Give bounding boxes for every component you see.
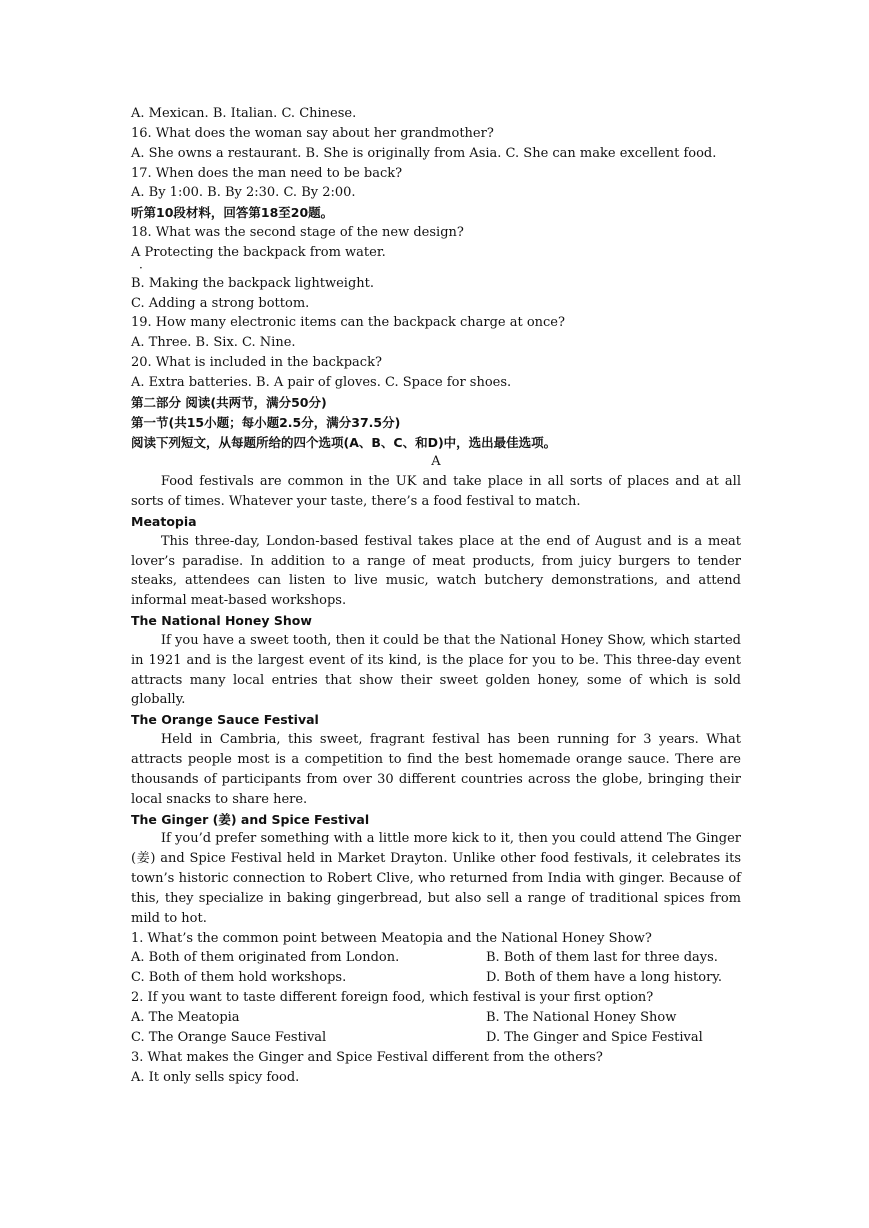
q18-question: 18. What was the second stage of the new design? bbox=[131, 225, 464, 241]
q2-options-row2 bbox=[131, 1028, 741, 1048]
orange-sauce-title: The Orange Sauce Festival bbox=[131, 712, 319, 728]
q2-question: 2. If you want to taste different foreign food, which festival is your first option? bbox=[131, 990, 654, 1006]
q1-option-b: B. Both of them last for three days. bbox=[486, 950, 718, 966]
section1-heading: 第一节(共15小题；每小题2.5分，满分37.5分) bbox=[131, 414, 401, 430]
q18-option-c: C. Adding a strong bottom. bbox=[131, 295, 310, 311]
meatopia-title: Meatopia bbox=[131, 513, 197, 529]
ginger-spice-paragraph: If you’d prefer something with a little more kick to it, then you could attend The Ginger (姜) and Spice Festival held in Market Drayton. Unlike other food festivals, it celebrates its town’s historic connection to Robert Clive, who returned from India with ginger. Because of this, they specialize in baking gingerbread, but also sell a range of traditional spices from mild to hot. bbox=[131, 831, 741, 926]
q2-option-b: B. The National Honey Show bbox=[486, 1009, 677, 1025]
passage-letter: A bbox=[431, 454, 441, 470]
document-page bbox=[131, 104, 741, 1087]
part2-heading: 第二部分 阅读(共两节，满分50分) bbox=[131, 394, 327, 410]
q17-options: A. By 1:00. B. By 2:30. C. By 2:00. bbox=[131, 185, 356, 201]
q3-question: 3. What makes the Ginger and Spice Festival different from the others? bbox=[131, 1049, 603, 1065]
reading-instruction: 阅读下列短文，从每题所给的四个选项(A、B、C、和D)中，选出最佳选项。 bbox=[131, 434, 557, 450]
q1-option-a: A. Both of them originated from London. bbox=[131, 950, 400, 966]
q1-option-c: C. Both of them hold workshops. bbox=[131, 970, 347, 986]
q20-options: A. Extra batteries. B. A pair of gloves. C. Space for shoes. bbox=[131, 374, 512, 390]
section-10-heading: 听第10段材料，回答第18至20题。 bbox=[131, 205, 334, 221]
intro-paragraph: Food festivals are common in the UK and take place in all sorts of places and at all sorts of times. Whatever your taste, there’s a food festival to match. bbox=[131, 474, 741, 510]
honey-show-paragraph: If you have a sweet tooth, then it could be that the National Honey Show, which started in 1921 and is the largest event of its kind, is the place for you to be. This three-day event attracts many local entries that show their sweet golden honey, some of which is sold globally. bbox=[131, 632, 741, 708]
q17-question: 17. When does the man need to be back? bbox=[131, 165, 403, 181]
q18-option-a: A Protecting the backpack from water. bbox=[131, 244, 386, 260]
q16-question: 16. What does the woman say about her grandmother? bbox=[131, 125, 494, 141]
q19-options: A. Three. B. Six. C. Nine. bbox=[131, 335, 296, 351]
q3-option-a: A. It only sells spicy food. bbox=[131, 1069, 300, 1085]
q15-options: A. Mexican. B. Italian. C. Chinese. bbox=[131, 106, 357, 121]
meatopia-paragraph: This three-day, London-based festival takes place at the end of August and is a meat lover’s paradise. In addition to a range of meat products, from juicy burgers to tender steaks, attendees can listen to live music, watch butchery demonstrations, and attend informal meat-based workshops. bbox=[131, 533, 741, 609]
q2-options-row1 bbox=[131, 1008, 741, 1028]
stray-dot: · bbox=[139, 260, 143, 275]
q19-question: 19. How many electronic items can the backpack charge at once? bbox=[131, 315, 565, 331]
honey-show-title: The National Honey Show bbox=[131, 613, 312, 629]
ginger-spice-title: The Ginger (姜) and Spice Festival bbox=[131, 811, 370, 827]
q2-option-c: C. The Orange Sauce Festival bbox=[131, 1029, 327, 1045]
q2-option-a: A. The Meatopia bbox=[131, 1009, 240, 1025]
q1-options-row2 bbox=[131, 968, 741, 988]
q1-option-d: D. Both of them have a long history. bbox=[486, 970, 723, 986]
orange-sauce-paragraph: Held in Cambria, this sweet, fragrant festival has been running for 3 years. What attracts people most is a competition to find the best homemade orange sauce. There are thousands of participants from over 30 different countries across the globe, bringing their local snacks to share here. bbox=[131, 732, 741, 807]
q1-options-row1 bbox=[131, 948, 741, 968]
q20-question: 20. What is included in the backpack? bbox=[131, 355, 382, 371]
q2-option-d: D. The Ginger and Spice Festival bbox=[486, 1029, 703, 1045]
q1-question: 1. What’s the common point between Meatopia and the National Honey Show? bbox=[131, 930, 652, 946]
q16-options: A. She owns a restaurant. B. She is originally from Asia. C. She can make excellent food. bbox=[131, 145, 717, 161]
q18-option-b: B. Making the backpack lightweight. bbox=[131, 275, 375, 291]
